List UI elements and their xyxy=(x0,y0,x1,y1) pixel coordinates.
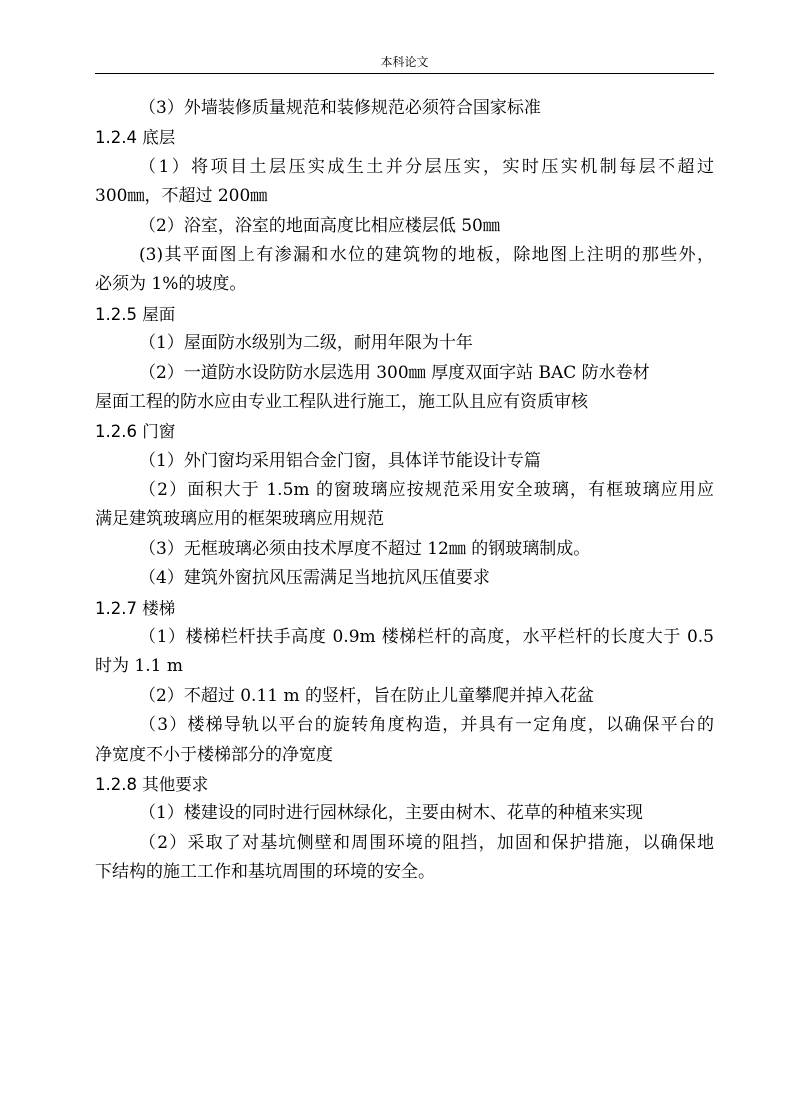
paragraph-line: 屋面工程的防水应由专业工程队进行施工，施工队且应有资质审核 xyxy=(95,391,588,412)
header-divider xyxy=(95,73,714,74)
section-heading-1-2-4: 1.2.4 底层 xyxy=(95,128,176,148)
paragraph-line: （3）外墙装修质量规范和装修规范必须符合国家标准 xyxy=(139,98,541,118)
section-heading-1-2-8: 1.2.8 其他要求 xyxy=(95,774,209,794)
page-header-title: 本科论文 xyxy=(380,55,429,69)
paragraph-line: (3)其平面图上有渗漏和水位的建筑物的地板，除地图上注明的那些外， xyxy=(139,244,714,265)
section-heading-1-2-7: 1.2.7 楼梯 xyxy=(95,598,176,618)
paragraph-line: （4）建筑外窗抗风压需满足当地抗风压值要求 xyxy=(139,568,490,589)
paragraph-line: （3）无框玻璃必须由技术厚度不超过 12㎜ 的钢玻璃制成。 xyxy=(139,538,591,559)
paragraph-line: 300㎜，不超过 200㎜ xyxy=(95,186,268,207)
paragraph-line: 下结构的施工工作和基坑周围的环境的安全。 xyxy=(95,862,435,883)
paragraph-line: （2）面积大于 1.5m 的窗玻璃应按规范采用安全玻璃，有框玻璃应用应 xyxy=(139,480,714,501)
paragraph-line: 净宽度不小于楼梯部分的净宽度 xyxy=(95,744,333,765)
paragraph-line: （2）采取了对基坑侧壁和周围环境的阻挡，加固和保护措施，以确保地 xyxy=(139,832,714,853)
paragraph-line: 满足建筑玻璃应用的框架玻璃应用规范 xyxy=(95,509,384,530)
paragraph-line: （1）楼建设的同时进行园林绿化，主要由树木、花草的种植来实现 xyxy=(139,803,643,824)
paragraph-line: 必须为 1%的坡度。 xyxy=(95,274,247,295)
paragraph-line: （1）将项目土层压实成生土并分层压实，实时压实机制每层不超过 xyxy=(139,156,714,177)
paragraph-line: （1）屋面防水级别为二级，耐用年限为十年 xyxy=(139,333,473,354)
section-heading-1-2-5: 1.2.5 屋面 xyxy=(95,304,176,324)
paragraph-line: （3）楼梯导轨以平台的旋转角度构造，并具有一定角度，以确保平台的 xyxy=(139,715,714,736)
section-heading-1-2-6: 1.2.6 门窗 xyxy=(95,422,176,442)
paragraph-line: （2）一道防水设防防水层选用 300㎜ 厚度双面字站 BAC 防水卷材 xyxy=(139,362,650,383)
document-body xyxy=(95,94,714,888)
paragraph-line: （1）楼梯栏杆扶手高度 0.9m 楼梯栏杆的高度，水平栏杆的长度大于 0.5 xyxy=(139,627,714,648)
paragraph-line: 时为 1.1 m xyxy=(95,656,183,677)
paragraph-line: （2）浴室，浴室的地面高度比相应楼层低 50㎜ xyxy=(139,215,500,236)
paragraph-line: （2）不超过 0.11 m 的竖杆，旨在防止儿童攀爬并掉入花盆 xyxy=(139,685,594,706)
paragraph-line: （1）外门窗均采用铝合金门窗，具体详节能设计专篇 xyxy=(139,450,541,471)
